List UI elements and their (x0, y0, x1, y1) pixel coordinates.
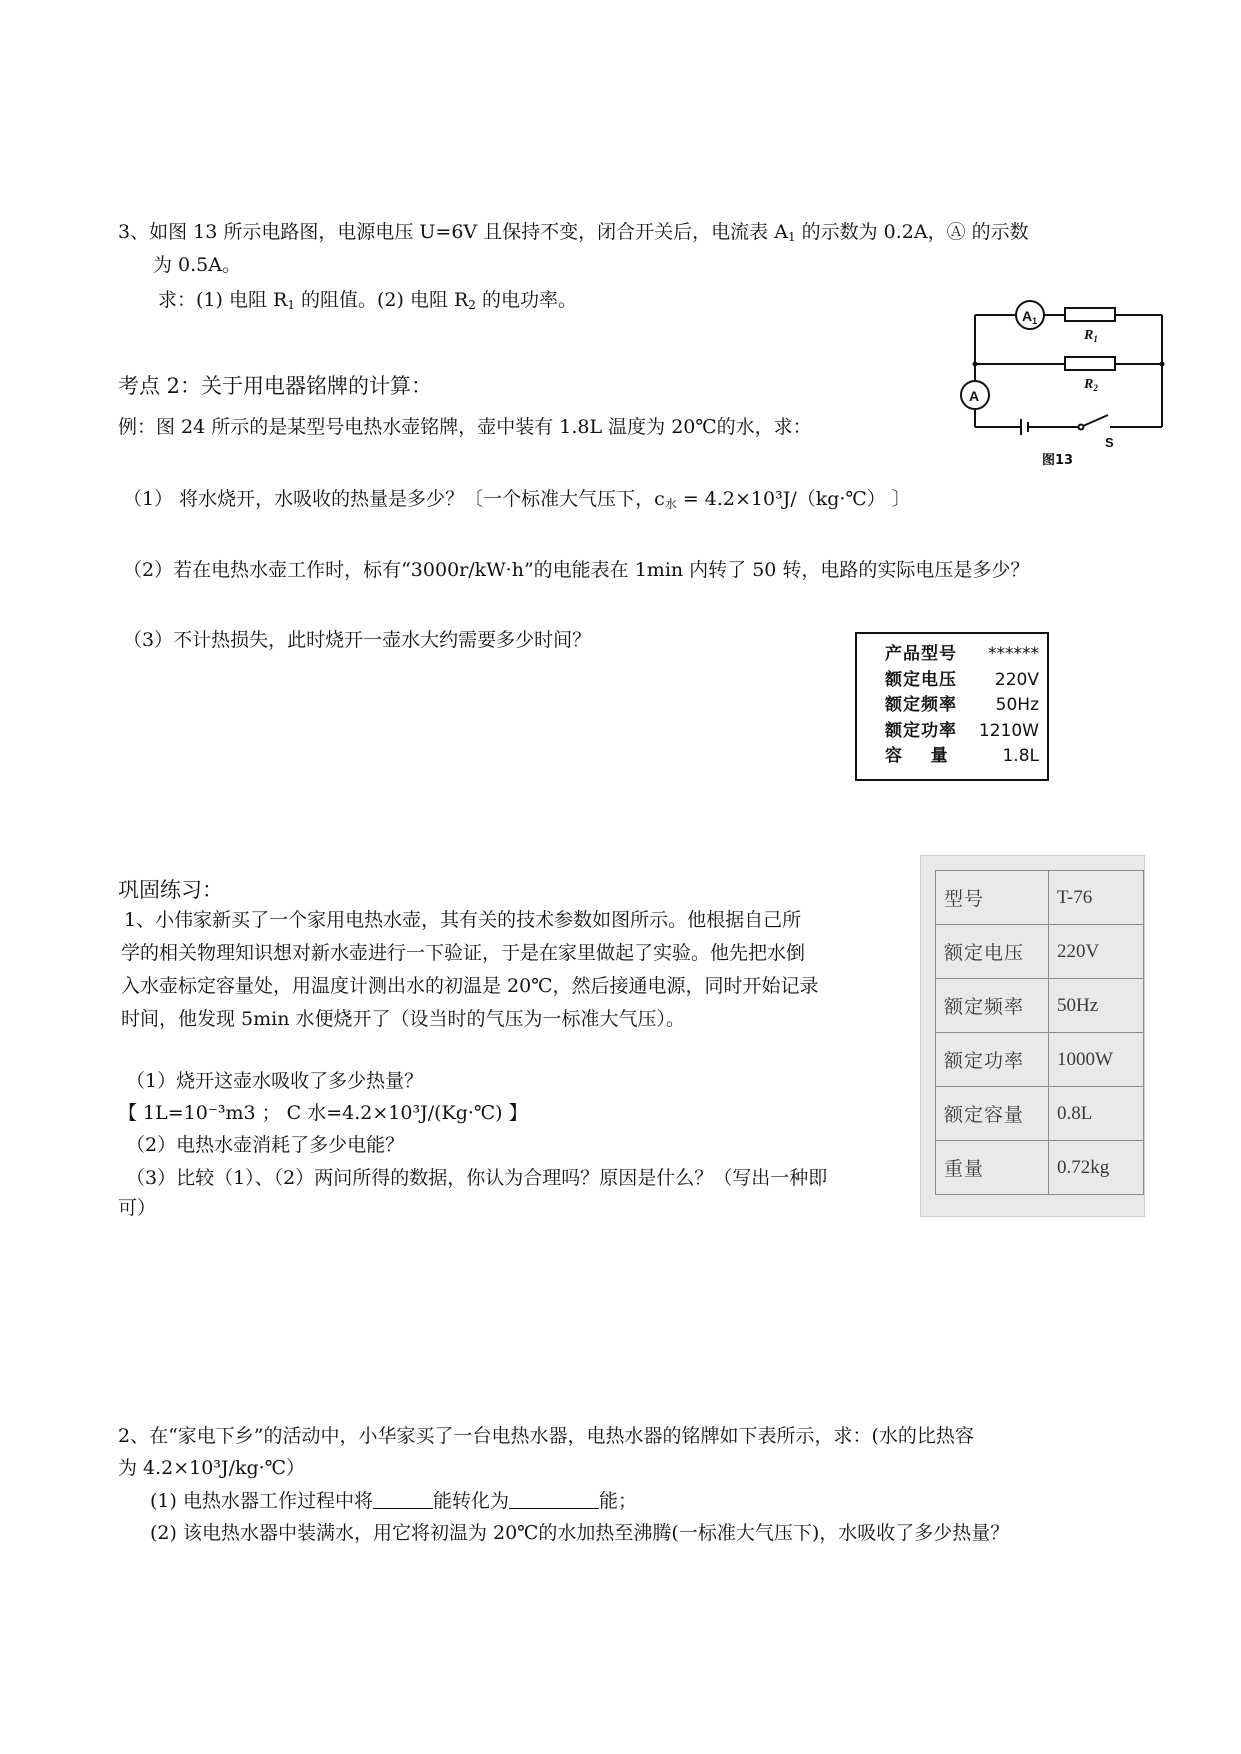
table-row: 重量 0.72kg (936, 1141, 1144, 1195)
practice-p1-line2: 学的相关物理知识想对新水壶进行一下验证，于是在家里做起了实验。他先把水倒 (121, 942, 806, 964)
example-q2: （2）若在电热水壶工作时，标有“3000r/kW·h”的电能表在 1min 内转了 50 转，电路的实际电压是多少？ (123, 559, 1030, 581)
nameplate-table (935, 870, 1144, 1195)
q2-line3: (1) 电热水器工作过程中将 能转化为 能； (150, 1490, 637, 1512)
table-row: 额定功率 1000W (936, 1033, 1144, 1087)
figure-caption: 图13 (1042, 453, 1074, 468)
r1-label: $R_1$ (1084, 328, 1098, 344)
circuit-diagram (950, 295, 1170, 470)
example-text: 例：图 24 所示的是某型号电热水壶铭牌，壶中装有 1.8L 温度为 20℃的水，求： (118, 416, 812, 438)
ammeter-a1-label: $A_1$ (1022, 308, 1038, 326)
r2-label: $R_2$ (1084, 377, 1098, 393)
kettle-nameplate-1 (855, 632, 1049, 781)
nameplate-row: 容 量 1.8L (885, 746, 1039, 766)
practice-p1-line4: 时间，他发现 5min 水便烧开了（设当时的气压为一标准大气压）。 (121, 1008, 685, 1030)
kettle-nameplate-2 (920, 855, 1145, 1217)
q2-line1: 2、在“家电下乡”的活动中，小华家买了一台电热水器，电热水器的铭牌如下表所示，求：(水的比热容 (118, 1425, 974, 1447)
practice-p1-line3: 入水壶标定容量处，用温度计测出水的初温是 20℃，然后接通电源，同时开始记录 (121, 975, 819, 997)
ammeter-a-label: A (969, 388, 980, 404)
q3-line2: 为 0.5A。 (153, 254, 241, 276)
practice-p1-line1: 1、小伟家新买了一个家用电热水壶，其有关的技术参数如图所示。他根据自己所 (124, 909, 802, 931)
table-row: 额定频率 50Hz (936, 979, 1144, 1033)
table-row: 型号 T-76 (936, 871, 1144, 925)
practice-q1: （1）烧开这壶水吸收了多少热量？ (126, 1070, 424, 1092)
section-title-kaodian2: 考点 2：关于用电器铭牌的计算： (118, 374, 433, 398)
q3-line3: 求：(1) 电阻 $R_1$ 的阻值。(2) 电阻 $R_2$ 的电功率。 (158, 289, 577, 312)
practice-hint: 【 1L=10⁻³m3 ； C 水=4.2×10³J/(Kg·℃) 】 (118, 1102, 528, 1124)
q3-line1: 3、如图 13 所示电路图，电源电压 U=6V 且保持不变，闭合开关后，电流表 $A_1$ 的示数为 0.2A，Ⓐ 的示数 (118, 221, 1029, 244)
switch-label: S (1105, 435, 1114, 450)
table-row: 额定容量 0.8L (936, 1087, 1144, 1141)
nameplate-row: 额定电压 220V (885, 669, 1039, 690)
section-title-practice: 巩固练习： (118, 878, 223, 902)
nameplate-row: 额定频率 50Hz (885, 695, 1039, 715)
nameplate-row: 产品型号 ****** (885, 644, 1039, 664)
fill-blank-2[interactable] (509, 1490, 599, 1509)
q2-line4: (2) 该电热水器中装满水，用它将初温为 20℃的水加热至沸腾(一标准大气压下)，水吸收了多少热量？ (150, 1522, 1010, 1544)
q2-line2: 为 4.2×10³J/kg·℃） (118, 1457, 305, 1479)
example-q1: （1） 将水烧开，水吸收的热量是多少？〔一个标准大气压下，$c_水$ = 4.2×10³J/（kg·℃） 〕 (123, 488, 911, 511)
practice-q3-line2: 可） (118, 1197, 157, 1219)
example-q3: （3）不计热损失，此时烧开一壶水大约需要多少时间？ (123, 629, 592, 651)
practice-q3-line1: （3）比较（1）、（2）两问所得的数据，你认为合理吗？原因是什么？（写出一种即 (126, 1167, 828, 1189)
table-row: 额定电压 220V (936, 925, 1144, 979)
fill-blank-1[interactable] (373, 1490, 433, 1509)
practice-q2: （2）电热水壶消耗了多少电能？ (126, 1134, 405, 1156)
nameplate-row: 额定功率 1210W (885, 720, 1039, 741)
